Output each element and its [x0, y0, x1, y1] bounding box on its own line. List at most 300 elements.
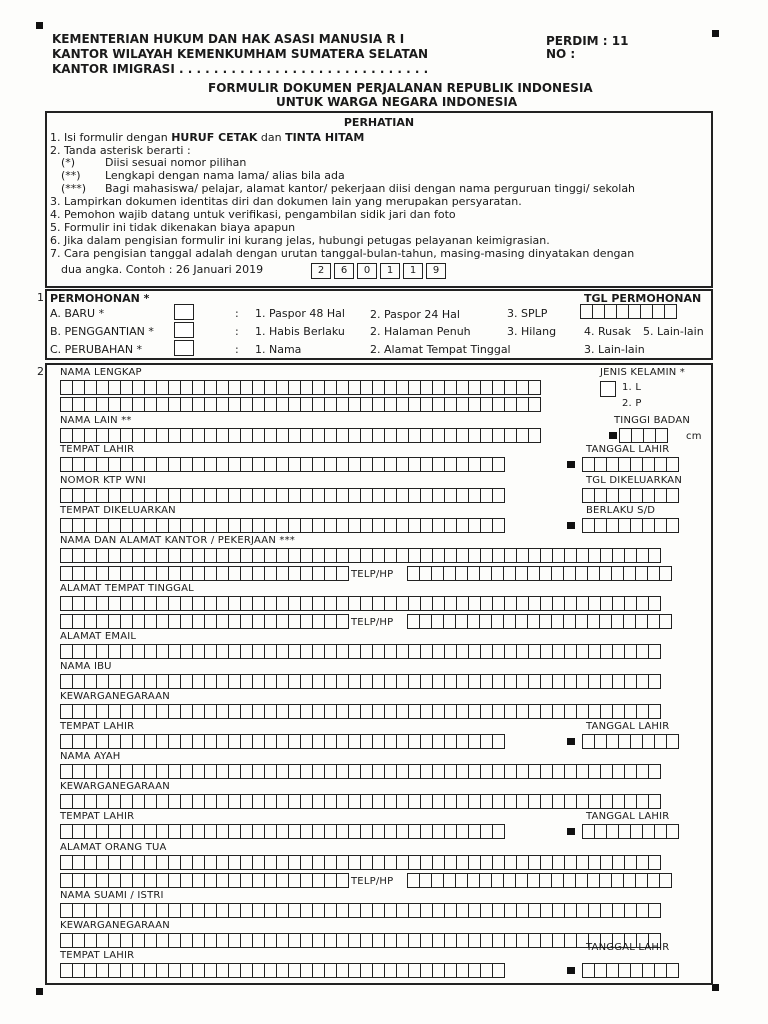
input-tempat-lahir-pasangan[interactable]	[60, 963, 505, 978]
char-box[interactable]	[240, 933, 252, 948]
char-box[interactable]	[312, 903, 324, 918]
char-box[interactable]	[252, 596, 264, 611]
char-box[interactable]	[588, 855, 600, 870]
char-box[interactable]	[264, 644, 276, 659]
char-box[interactable]	[336, 674, 348, 689]
char-box[interactable]	[60, 548, 72, 563]
char-box[interactable]	[276, 644, 288, 659]
char-box[interactable]	[72, 764, 84, 779]
char-box[interactable]	[491, 566, 503, 581]
char-box[interactable]	[348, 518, 360, 533]
char-box[interactable]	[666, 518, 679, 533]
char-box[interactable]	[492, 518, 505, 533]
char-box[interactable]	[216, 397, 228, 412]
char-box[interactable]	[468, 548, 480, 563]
char-box[interactable]	[575, 566, 587, 581]
char-box[interactable]	[288, 488, 300, 503]
char-box[interactable]	[144, 457, 156, 472]
char-box[interactable]	[156, 963, 168, 978]
char-box[interactable]	[612, 855, 624, 870]
char-box[interactable]	[600, 596, 612, 611]
char-box[interactable]	[552, 548, 564, 563]
char-box[interactable]	[492, 824, 505, 839]
char-box[interactable]	[624, 596, 636, 611]
char-box[interactable]	[360, 674, 372, 689]
char-box[interactable]	[348, 824, 360, 839]
char-box[interactable]	[348, 596, 360, 611]
input-nama-lain[interactable]	[60, 428, 541, 443]
char-box[interactable]	[72, 903, 84, 918]
char-box[interactable]	[264, 794, 276, 809]
char-box[interactable]	[407, 873, 419, 888]
char-box[interactable]	[252, 380, 264, 395]
char-box[interactable]	[336, 380, 348, 395]
char-box[interactable]	[564, 764, 576, 779]
char-box[interactable]	[108, 764, 120, 779]
input-berlaku[interactable]	[582, 518, 679, 533]
char-box[interactable]	[336, 428, 348, 443]
char-box[interactable]	[600, 903, 612, 918]
char-box[interactable]	[84, 903, 96, 918]
char-box[interactable]	[540, 855, 552, 870]
char-box[interactable]	[408, 903, 420, 918]
char-box[interactable]	[84, 457, 96, 472]
char-box[interactable]	[156, 644, 168, 659]
char-box[interactable]	[528, 428, 541, 443]
char-box[interactable]	[168, 397, 180, 412]
char-box[interactable]	[120, 644, 132, 659]
char-box[interactable]	[384, 397, 396, 412]
char-box[interactable]	[252, 674, 264, 689]
char-box[interactable]	[588, 596, 600, 611]
char-box[interactable]	[132, 596, 144, 611]
char-box[interactable]	[432, 674, 444, 689]
char-box[interactable]	[72, 933, 84, 948]
char-box[interactable]	[72, 566, 84, 581]
char-box[interactable]	[120, 704, 132, 719]
char-box[interactable]	[264, 566, 276, 581]
char-box[interactable]	[582, 518, 594, 533]
char-box[interactable]	[336, 614, 349, 629]
char-box[interactable]	[108, 933, 120, 948]
char-box[interactable]	[516, 644, 528, 659]
char-box[interactable]	[635, 614, 647, 629]
char-box[interactable]	[84, 873, 96, 888]
char-box[interactable]	[288, 566, 300, 581]
char-box[interactable]	[144, 963, 156, 978]
char-box[interactable]	[288, 794, 300, 809]
char-box[interactable]	[372, 380, 384, 395]
char-box[interactable]	[84, 596, 96, 611]
char-box[interactable]	[360, 457, 372, 472]
char-box[interactable]	[480, 674, 492, 689]
char-box[interactable]	[168, 873, 180, 888]
char-box[interactable]	[527, 566, 539, 581]
char-box[interactable]	[300, 428, 312, 443]
char-box[interactable]	[252, 397, 264, 412]
char-box[interactable]	[444, 855, 456, 870]
char-box[interactable]	[647, 614, 659, 629]
char-box[interactable]	[96, 903, 108, 918]
char-box[interactable]	[108, 674, 120, 689]
char-box[interactable]	[348, 428, 360, 443]
char-box[interactable]	[264, 933, 276, 948]
char-box[interactable]	[276, 734, 288, 749]
char-box[interactable]	[636, 903, 648, 918]
char-box[interactable]	[156, 380, 168, 395]
char-box[interactable]	[648, 596, 661, 611]
char-box[interactable]	[528, 644, 540, 659]
char-box[interactable]	[492, 380, 504, 395]
char-box[interactable]	[156, 824, 168, 839]
char-box[interactable]	[516, 794, 528, 809]
char-box[interactable]	[180, 644, 192, 659]
char-box[interactable]	[240, 566, 252, 581]
char-box[interactable]	[594, 824, 606, 839]
char-box[interactable]	[120, 488, 132, 503]
char-box[interactable]	[528, 674, 540, 689]
char-box[interactable]	[168, 566, 180, 581]
char-box[interactable]	[312, 674, 324, 689]
char-box[interactable]	[456, 548, 468, 563]
char-box[interactable]	[240, 824, 252, 839]
input-tempat-lahir-ayah[interactable]	[60, 824, 505, 839]
char-box[interactable]	[324, 457, 336, 472]
char-box[interactable]	[204, 764, 216, 779]
char-box[interactable]	[372, 824, 384, 839]
char-box[interactable]	[456, 855, 468, 870]
char-box[interactable]	[420, 488, 432, 503]
char-box[interactable]	[372, 794, 384, 809]
char-box[interactable]	[84, 824, 96, 839]
char-box[interactable]	[192, 903, 204, 918]
char-box[interactable]	[240, 380, 252, 395]
char-box[interactable]	[516, 596, 528, 611]
char-box[interactable]	[132, 933, 144, 948]
char-box[interactable]	[588, 548, 600, 563]
char-box[interactable]	[336, 734, 348, 749]
input-tanggal-lahir[interactable]	[582, 457, 679, 472]
char-box[interactable]	[300, 397, 312, 412]
char-box[interactable]	[552, 596, 564, 611]
char-box[interactable]	[132, 548, 144, 563]
char-box[interactable]	[156, 734, 168, 749]
char-box[interactable]	[504, 764, 516, 779]
char-box[interactable]	[60, 644, 72, 659]
char-box[interactable]	[456, 674, 468, 689]
input-alamat-ortu-2[interactable]	[60, 873, 349, 888]
char-box[interactable]	[642, 488, 654, 503]
char-box[interactable]	[216, 734, 228, 749]
char-box[interactable]	[612, 764, 624, 779]
char-box[interactable]	[60, 596, 72, 611]
char-box[interactable]	[588, 764, 600, 779]
char-box[interactable]	[252, 488, 264, 503]
char-box[interactable]	[348, 644, 360, 659]
char-box[interactable]	[276, 855, 288, 870]
char-box[interactable]	[264, 873, 276, 888]
input-alamat-tinggal-2[interactable]	[60, 614, 349, 629]
char-box[interactable]	[540, 794, 552, 809]
char-box[interactable]	[372, 674, 384, 689]
char-box[interactable]	[456, 457, 468, 472]
char-box[interactable]	[192, 614, 204, 629]
char-box[interactable]	[516, 903, 528, 918]
char-box[interactable]	[396, 824, 408, 839]
char-box[interactable]	[324, 903, 336, 918]
char-box[interactable]	[84, 397, 96, 412]
char-box[interactable]	[324, 566, 336, 581]
char-box[interactable]	[96, 548, 108, 563]
char-box[interactable]	[360, 596, 372, 611]
char-box[interactable]	[96, 873, 108, 888]
char-box[interactable]	[630, 734, 642, 749]
char-box[interactable]	[624, 794, 636, 809]
input-telp-tinggal[interactable]	[407, 614, 672, 629]
char-box[interactable]	[515, 873, 527, 888]
char-box[interactable]	[348, 457, 360, 472]
char-box[interactable]	[540, 644, 552, 659]
char-box[interactable]	[372, 855, 384, 870]
char-box[interactable]	[648, 794, 661, 809]
char-box[interactable]	[264, 614, 276, 629]
char-box[interactable]	[527, 614, 539, 629]
char-box[interactable]	[156, 566, 168, 581]
char-box[interactable]	[360, 488, 372, 503]
char-box[interactable]	[372, 397, 384, 412]
char-box[interactable]	[192, 794, 204, 809]
char-box[interactable]	[288, 933, 300, 948]
char-box[interactable]	[420, 824, 432, 839]
char-box[interactable]	[228, 873, 240, 888]
char-box[interactable]	[396, 488, 408, 503]
char-box[interactable]	[300, 674, 312, 689]
input-alamat-email[interactable]	[60, 644, 661, 659]
char-box[interactable]	[599, 566, 611, 581]
char-box[interactable]	[276, 764, 288, 779]
char-box[interactable]	[628, 304, 640, 319]
char-box[interactable]	[594, 734, 606, 749]
char-box[interactable]	[348, 794, 360, 809]
char-box[interactable]	[84, 674, 96, 689]
char-box[interactable]	[444, 734, 456, 749]
char-box[interactable]	[456, 518, 468, 533]
char-box[interactable]	[504, 794, 516, 809]
char-box[interactable]	[276, 873, 288, 888]
char-box[interactable]	[324, 794, 336, 809]
char-box[interactable]	[252, 855, 264, 870]
char-box[interactable]	[192, 764, 204, 779]
char-box[interactable]	[360, 734, 372, 749]
char-box[interactable]	[432, 734, 444, 749]
char-box[interactable]	[288, 674, 300, 689]
input-tanggal-lahir-pasangan[interactable]	[582, 963, 679, 978]
char-box[interactable]	[468, 674, 480, 689]
char-box[interactable]	[642, 518, 654, 533]
char-box[interactable]	[132, 674, 144, 689]
char-box[interactable]	[480, 548, 492, 563]
input-kantor-1[interactable]	[60, 548, 661, 563]
char-box[interactable]	[360, 548, 372, 563]
char-box[interactable]	[587, 566, 599, 581]
char-box[interactable]	[300, 644, 312, 659]
char-box[interactable]	[648, 903, 661, 918]
char-box[interactable]	[312, 548, 324, 563]
char-box[interactable]	[594, 518, 606, 533]
char-box[interactable]	[192, 824, 204, 839]
char-box[interactable]	[84, 933, 96, 948]
char-box[interactable]	[336, 704, 348, 719]
checkbox-jenis-kelamin[interactable]	[600, 381, 616, 397]
char-box[interactable]	[192, 397, 204, 412]
char-box[interactable]	[444, 457, 456, 472]
char-box[interactable]	[408, 457, 420, 472]
char-box[interactable]	[204, 614, 216, 629]
char-box[interactable]	[216, 644, 228, 659]
char-box[interactable]	[467, 873, 479, 888]
char-box[interactable]	[276, 794, 288, 809]
char-box[interactable]	[240, 428, 252, 443]
char-box[interactable]	[384, 824, 396, 839]
input-kewarganegaraan-ayah[interactable]	[60, 794, 661, 809]
char-box[interactable]	[168, 644, 180, 659]
char-box[interactable]	[288, 428, 300, 443]
char-box[interactable]	[300, 457, 312, 472]
char-box[interactable]	[654, 734, 666, 749]
char-box[interactable]	[468, 794, 480, 809]
char-box[interactable]	[624, 903, 636, 918]
char-box[interactable]	[276, 903, 288, 918]
char-box[interactable]	[168, 614, 180, 629]
char-box[interactable]	[336, 488, 348, 503]
char-box[interactable]	[192, 644, 204, 659]
char-box[interactable]	[576, 674, 588, 689]
char-box[interactable]	[156, 704, 168, 719]
char-box[interactable]	[60, 674, 72, 689]
char-box[interactable]	[312, 397, 324, 412]
char-box[interactable]	[384, 794, 396, 809]
char-box[interactable]	[492, 457, 505, 472]
input-nama-ibu[interactable]	[60, 674, 661, 689]
char-box[interactable]	[300, 596, 312, 611]
char-box[interactable]	[144, 855, 156, 870]
char-box[interactable]	[216, 824, 228, 839]
char-box[interactable]	[492, 548, 504, 563]
char-box[interactable]	[324, 644, 336, 659]
char-box[interactable]	[120, 903, 132, 918]
char-box[interactable]	[467, 614, 479, 629]
char-box[interactable]	[420, 734, 432, 749]
tgl-permohonan-boxes[interactable]	[580, 304, 677, 319]
char-box[interactable]	[516, 380, 528, 395]
char-box[interactable]	[468, 824, 480, 839]
char-box[interactable]	[618, 457, 630, 472]
char-box[interactable]	[204, 644, 216, 659]
char-box[interactable]	[204, 933, 216, 948]
char-box[interactable]	[396, 794, 408, 809]
char-box[interactable]	[276, 704, 288, 719]
char-box[interactable]	[480, 397, 492, 412]
char-box[interactable]	[612, 596, 624, 611]
char-box[interactable]	[492, 428, 504, 443]
input-telp-ortu[interactable]	[407, 873, 672, 888]
input-nama-ayah[interactable]	[60, 764, 661, 779]
char-box[interactable]	[72, 488, 84, 503]
char-box[interactable]	[528, 855, 540, 870]
char-box[interactable]	[587, 873, 599, 888]
char-box[interactable]	[168, 596, 180, 611]
char-box[interactable]	[588, 674, 600, 689]
char-box[interactable]	[540, 596, 552, 611]
char-box[interactable]	[60, 903, 72, 918]
char-box[interactable]	[72, 794, 84, 809]
char-box[interactable]	[60, 380, 72, 395]
char-box[interactable]	[60, 518, 72, 533]
char-box[interactable]	[396, 428, 408, 443]
char-box[interactable]	[288, 764, 300, 779]
char-box[interactable]	[180, 704, 192, 719]
char-box[interactable]	[312, 963, 324, 978]
char-box[interactable]	[480, 518, 492, 533]
char-box[interactable]	[216, 855, 228, 870]
char-box[interactable]	[276, 380, 288, 395]
char-box[interactable]	[618, 734, 630, 749]
char-box[interactable]	[582, 488, 594, 503]
char-box[interactable]	[408, 824, 420, 839]
char-box[interactable]	[108, 380, 120, 395]
char-box[interactable]	[108, 566, 120, 581]
char-box[interactable]	[444, 518, 456, 533]
char-box[interactable]	[132, 518, 144, 533]
char-box[interactable]	[156, 518, 168, 533]
char-box[interactable]	[216, 704, 228, 719]
char-box[interactable]	[120, 614, 132, 629]
char-box[interactable]	[564, 644, 576, 659]
char-box[interactable]	[312, 596, 324, 611]
char-box[interactable]	[204, 963, 216, 978]
char-box[interactable]	[96, 963, 108, 978]
char-box[interactable]	[168, 488, 180, 503]
char-box[interactable]	[108, 596, 120, 611]
char-box[interactable]	[396, 596, 408, 611]
char-box[interactable]	[456, 764, 468, 779]
char-box[interactable]	[240, 644, 252, 659]
char-box[interactable]	[360, 764, 372, 779]
char-box[interactable]	[336, 855, 348, 870]
char-box[interactable]	[360, 644, 372, 659]
input-kewarganegaraan-ibu[interactable]	[60, 704, 661, 719]
char-box[interactable]	[144, 674, 156, 689]
char-box[interactable]	[539, 614, 551, 629]
char-box[interactable]	[288, 614, 300, 629]
char-box[interactable]	[594, 488, 606, 503]
char-box[interactable]	[228, 548, 240, 563]
char-box[interactable]	[551, 566, 563, 581]
char-box[interactable]	[228, 855, 240, 870]
char-box[interactable]	[264, 674, 276, 689]
char-box[interactable]	[372, 428, 384, 443]
char-box[interactable]	[72, 548, 84, 563]
char-box[interactable]	[420, 963, 432, 978]
char-box[interactable]	[599, 614, 611, 629]
char-box[interactable]	[648, 548, 661, 563]
char-box[interactable]	[599, 873, 611, 888]
char-box[interactable]	[240, 457, 252, 472]
char-box[interactable]	[618, 518, 630, 533]
char-box[interactable]	[144, 566, 156, 581]
char-box[interactable]	[312, 518, 324, 533]
char-box[interactable]	[606, 488, 618, 503]
